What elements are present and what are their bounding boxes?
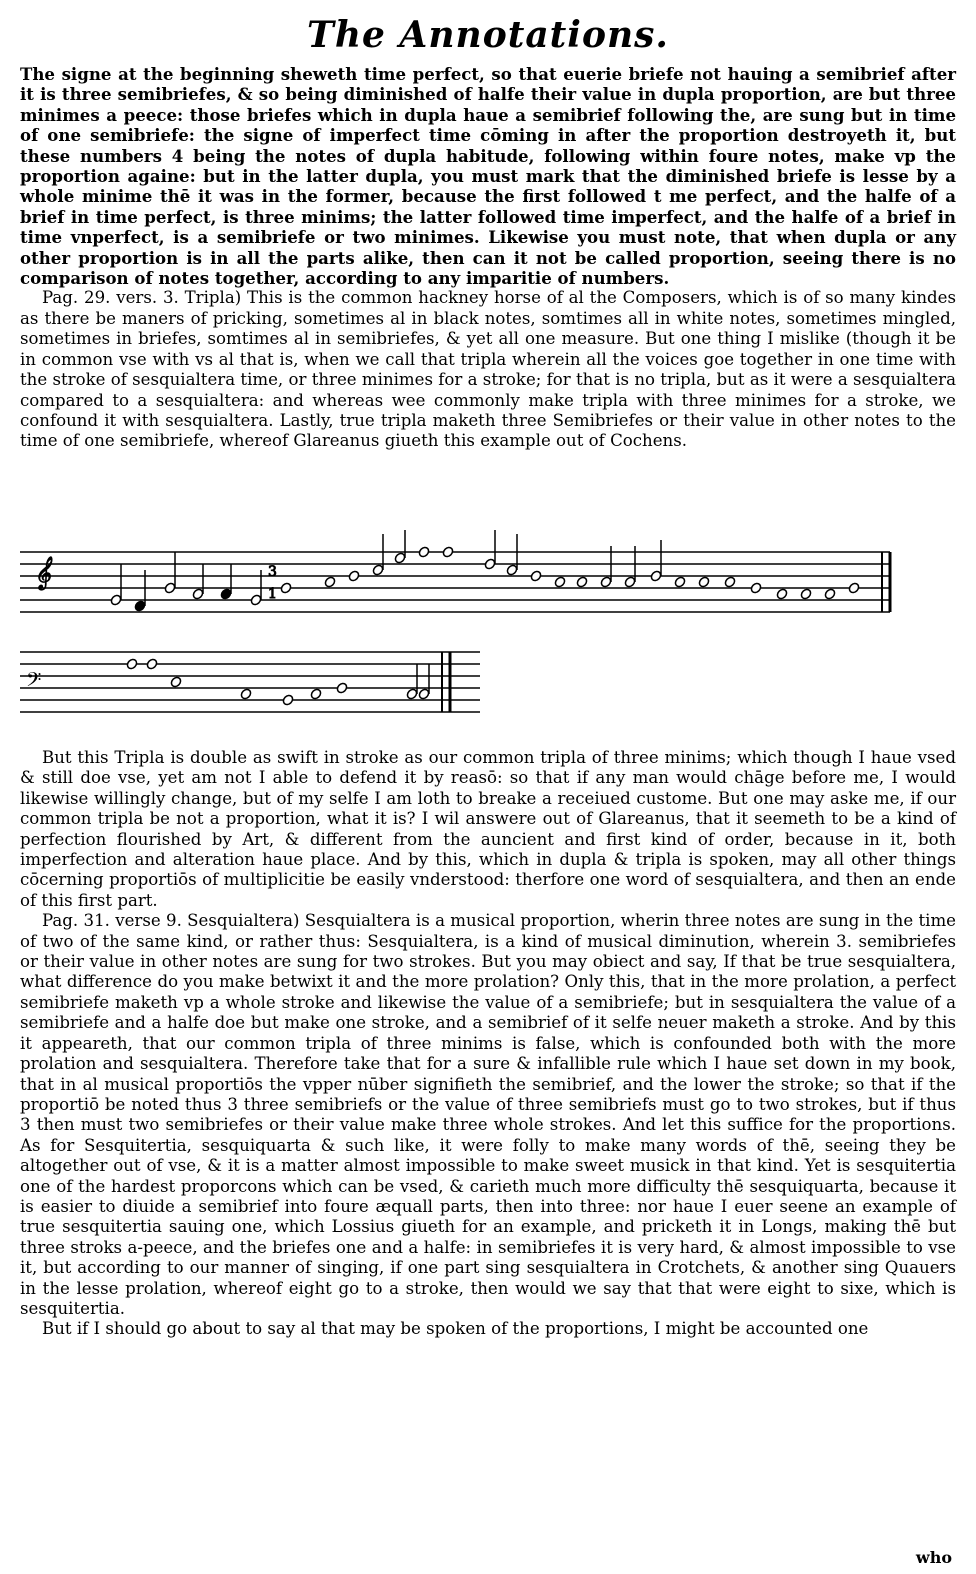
note-head [800, 588, 813, 601]
clef-icon: 𝄞 [34, 556, 51, 589]
paragraph-tripla: Pag. 29. vers. 3. Tripla) This is the common hackney horse of al the Composers, which is of so many kindes as there be maners of pricking, sometimes al in black notes, somtimes all in white notes, sometimes mingled, sometimes in briefes, somtimes al in semibriefes, & yet all one measure. But one thing I mislike (though it be in common vse with vs al that is, when we call that tripla wherein all the voices goe together in one time with the stroke of sesquialtera time, or three minimes for a stroke; for that is no tripla, but as it were a sesquialtera compared to a sesquialtera: and whereas wee commonly make tripla with three minimes for a stroke, we confound it with sesquialtera. Lastly, true tripla maketh three Semibriefes or their value in other notes to the time of one semibriefe, whereof Glareanus giueth this example out of Cochens. [20, 288, 956, 451]
note-layer [110, 530, 861, 706]
note-head [750, 582, 763, 595]
page-continued [20, 748, 956, 1340]
paragraph-dupla: The signe at the beginning sheweth time perfect, so that euerie briefe not hauing a semibrief after it is three semibriefes, & so being diminished of halfe their value in dupla proportion, are but three minimes a peece: those briefes which in dupla haue a semibrief following the, are sung but in time of one semibriefe: the signe of imperfect time cōming in after the proportion destroyeth it, but these numbers 4 being the notes of dupla habitude, following within foure notes, make vp the proportion againe: but in the latter dupla, you must mark that the diminished briefe is lesse by a whole minime thē it was in the former, because the first followed t me perfect, and the halfe of a brief in time perfect, is three minims; the latter followed time imperfect, and the halfe of a brief in time vnperfect, is a semibriefe or two minimes. Likewise you must note, that when dupla or any other proportion is in all the parts alike, then can it not be called proportion, seeing there is no comparison of notes together, according to any imparitie of numbers. [20, 64, 956, 289]
note-head [776, 588, 789, 601]
note-head [824, 588, 837, 601]
note-head [282, 694, 295, 707]
staff-upper [20, 552, 890, 612]
note-head [146, 658, 159, 671]
note-head [724, 576, 737, 589]
note-head [336, 682, 349, 695]
note-head [554, 576, 567, 589]
notes-upper [34, 556, 277, 602]
note-head [324, 576, 337, 589]
page [20, 0, 956, 452]
note-head [576, 576, 589, 589]
note-head [442, 546, 455, 559]
proportion-numeral: 3 [268, 564, 277, 580]
note-head [280, 582, 293, 595]
music-example [20, 530, 956, 730]
note-head [848, 582, 861, 595]
note-head [674, 576, 687, 589]
page-title: The Annotations. [307, 14, 669, 56]
catchword: who [915, 1548, 952, 1567]
note-head [126, 658, 139, 671]
notes-lower [26, 668, 41, 696]
note-head [348, 570, 361, 583]
note-head [418, 546, 431, 559]
proportion-numeral-lower: 1 [268, 586, 277, 602]
paragraph-tripla-note: But this Tripla is double as swift in stroke as our common tripla of three minims; which though I haue vsed & still doe vse, yet am not I able to defend it by reasō: so that if any man would chāge before me, I would likewise willingly change, but of my selfe I am loth to breake a receiued custome. But one may aske me, if our common tripla be not a proportion, what it is? I wil answere out of Glareanus, that it seemeth to be a kind of perfection flourished by Art, & different from the auncient and first kind of order, because in it, both imperfection and alteration haue place. And by this, which in dupla & tripla is spoken, may all other things cōcerning proportiōs of multiplicitie be easily vnderstood: therfore one word of sesquialtera, and then an ende of this first part. [20, 748, 956, 910]
note-head [310, 688, 323, 701]
staff-lower [20, 652, 480, 712]
note-head [530, 570, 543, 583]
note-head [170, 676, 183, 689]
note-head [240, 688, 253, 701]
note-head [698, 576, 711, 589]
paragraph-conclusion: But if I should go about to say al that may be spoken of the proportions, I might be accounted one [42, 1319, 869, 1339]
paragraph-sesquialtera: Pag. 31. verse 9. Sesquialtera) Sesquialtera is a musical proportion, wherin three notes are sung in the time of two of the same kind, or rather thus: Sesquialtera, is a kind of musical diminution, wherein 3. semibriefes or their value in other notes are sung for two strokes. But you may obiect and say, If that be true sesquialtera, what difference do you make betwixt it and the more prolation? Only this, that in the more prolation, a perfect semibriefe maketh vp a whole stroke and likewise the value of a semibriefe; but in sesquialtera the value of a semibriefe and a halfe doe but make one stroke, and a semibrief of it selfe neuer maketh a stroke. And by this it appeareth, that our common tripla of three minims is false, which is confounded both with the more prolation and sesquialtera. Therefore take that for a sure & infallible rule which I haue set down in my book, that in al musical proportiōs the vpper nūber signifieth the semibrief, and the lower the stroke; so that if the proportiō be noted thus 3 three semibriefs or the value of three semibriefs must go to two strokes, but if thus 3 then must two semibriefes or their value make three whole strokes. And let this suffice for the proportions. As for Sesquitertia, sesquiquarta & such like, it were folly to make many words of thē, seeing they be altogether out of vse, & it is a matter almost impossible to make sweet musick in that kind. Yet is sesquitertia one of the hardest proporcons which can be vsed, & carieth much more difficulty thē sesquiquarta, because it is easier to diuide a semibrief into foure æquall parts, then into three: nor haue I euer seene an example of true sesquitertia sauing one, which Lossius giueth for an example, and pricketh it in Longs, making thē but three stroks a-peece, and the briefes one and a halfe: in semibriefes it is very hard, & almost impossible to vse it, but according to our manner of singing, if one part sing sesquialtera in Crotchets, & another sing Quauers in the lesse prolation, whereof eight go to a stroke, then would we say that that were eight to sixe, which is sesquitertia. [20, 911, 956, 1318]
bass-clef-icon: 𝄢 [26, 668, 42, 696]
